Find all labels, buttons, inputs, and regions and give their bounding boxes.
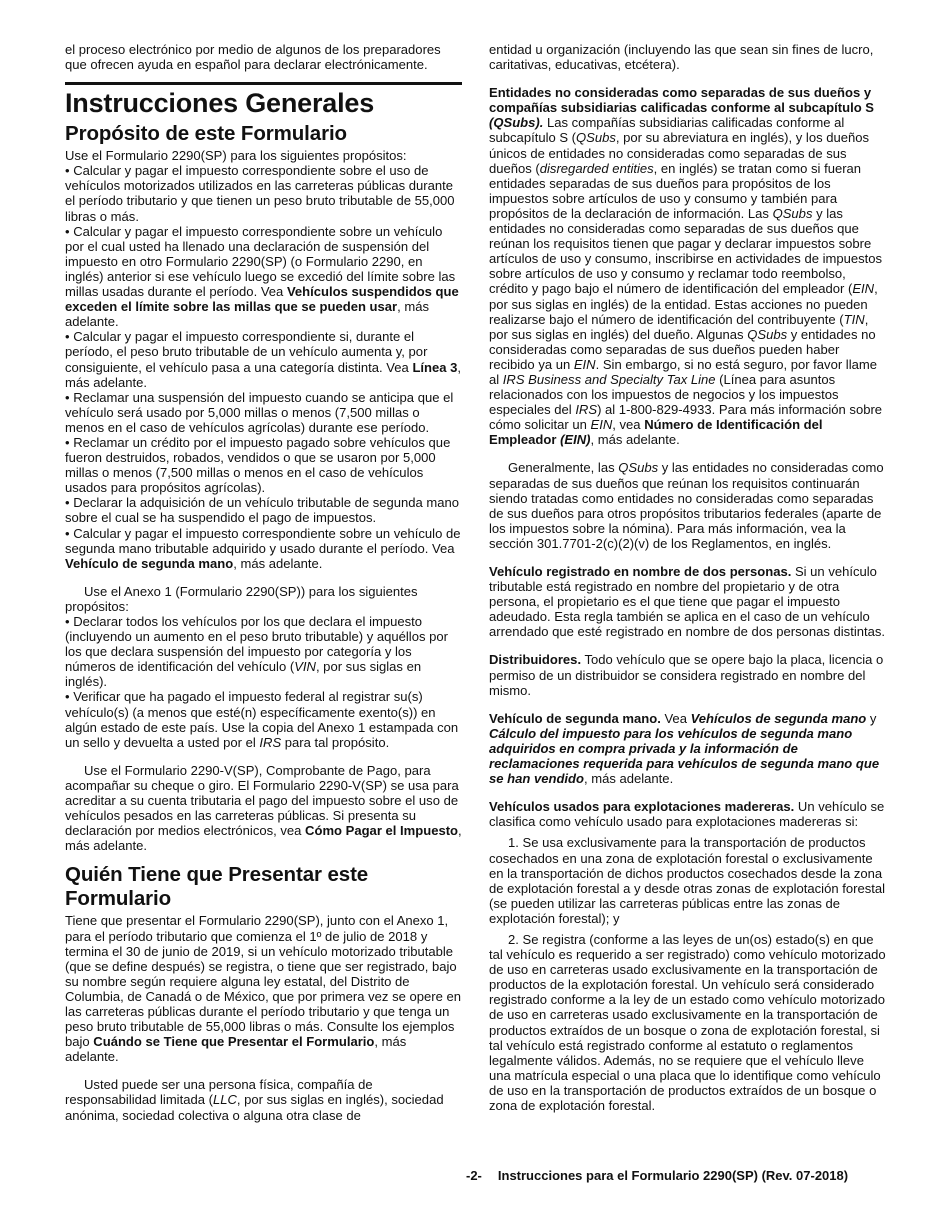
logging-item-1: 1. Se usa exclusivamente para la transportación de productos cosechados en una zona de explotación forestal o exclusivamente en la transportación de dichos productos cosechados desde la zona de explotación forestal a y desde otras zonas de explotación forestal (se pueden utilizar las carreteras públicas entre las zonas de explotación forestal); y (489, 835, 885, 926)
purpose-heading: Propósito de este Formulario (65, 122, 347, 146)
left-column (65, 42, 462, 1123)
section-title: Instrucciones Generales (65, 88, 375, 119)
continuation-paragraph: entidad u organización (incluyendo las que sean sin fines de lucro, caritativas, educativas, etcétera). (489, 42, 874, 73)
distributors-heading: Distribuidores. (489, 652, 582, 668)
annex-bullet-2: • Verificar que ha pagado el impuesto federal al registrar su(s) vehículo(s) (a menos que esté(n) específicamente exento(s)) en algún estado de este país. Use la copia del Anexo 1 estampada con un sello y devuelta a usted por el IRS para tal propósito. (65, 689, 459, 750)
two-persons-paragraph: Vehículo registrado en nombre de dos personas. Si un vehículo tributable está registrado en nombre del propietario y de otra persona, el propietario es el que tiene que pagar el impuesto adeudado. Esta regla también se aplica en el caso de un vehículo arrendado que esté registrado en nombre de dos personas distintas. (489, 564, 886, 640)
logging-item-2: 2. Se registra (conforme a las leyes de un(os) estado(s) en que tal vehículo es requerido a ser registrado) como vehículo motorizado de uso en carreteras usado exclusivamente en la transportación de productos de la explotación forestal. Un vehículo será considerado registrado conforme a la ley de un estado como vehículo motorizado de uso en carreteras usado exclusivamente en la transportación de productos extraídos de un bosque o zona de explotación forestal, si tal vehículo está registrado conforme al estatuto o reglamentos legalmente válidos. Además, no se requiere que el vehículo lleve una matrícula especial o una placa que lo identifique como vehículo de uso en la transportación de productos extraídos de un bosque o zona de explotación forestal. (489, 931, 886, 1113)
disregarded-entities-heading: Entidades no consideradas como separadas de sus dueños y compañías subsidiarias calificadas conforme al subcapítulo S (QSubs). (489, 85, 875, 131)
purpose-bullet-4: • Reclamar una suspensión del impuesto cuando se anticipa que el vehículo será usado por 5,000 millas o menos (7,500 millas o menos en el caso de vehículos agrícolas) durante ese período. (65, 389, 454, 435)
footer-title: Instrucciones para el Formulario 2290(SP) (Rev. 07-2018) (497, 1168, 849, 1183)
heading-rule (65, 82, 462, 85)
purpose-bullet-5: • Reclamar un crédito por el impuesto pagado sobre vehículos que fueron destruidos, robados, vendidos o que se usaron por 5,000 millas o menos (7,500 millas o menos en el caso de vehículos usados para propósitos agrícolas). (65, 434, 451, 496)
purpose-bullet-3: • Calcular y pagar el impuesto correspondiente si, durante el período, el peso bruto tributable de un vehículo aumenta y, por consiguiente, el vehículo pasa a una categoría distinta. Vea Línea 3, más adelante. (65, 329, 462, 390)
purpose-bullet-1: • Calcular y pagar el impuesto correspondiente sobre el uso de vehículos motorizados utilizados en las carreteras públicas durante el período tributario y que tienen un peso bruto tributable de 55,000 libras o más. (65, 163, 455, 224)
used-vehicle-heading: Vehículo de segunda mano. (489, 710, 661, 726)
purpose-bullet-6: • Declarar la adquisición de un vehículo tributable de segunda mano sobre el cual se ha suspendido el pago de impuestos. (65, 495, 460, 526)
purpose-intro: Use el Formulario 2290(SP) para los siguientes propósitos: (65, 148, 407, 164)
right-column (489, 42, 886, 1113)
general-paragraph: Generalmente, las QSubs y las entidades no consideradas como separadas de sus dueños que reúnan los requisitos continuarán siendo tratadas como entidades no consideradas como separadas de sus dueños para otros propósitos tributarios federales (aparte de los impuestos sobre la nómina). Para más información, vea la sección 301.7701-2(c)(2)(v) de los Reglamentos, en inglés. (489, 460, 884, 551)
logging-heading: Vehículos usados para explotaciones madereras. (489, 799, 795, 815)
page-number: -2- (466, 1168, 482, 1183)
two-persons-heading: Vehículo registrado en nombre de dos personas. (489, 564, 792, 579)
voucher-paragraph: Use el Formulario 2290-V(SP), Comprobante de Pago, para acompañar su cheque o giro. El Formulario 2290-V(SP) se usa para acreditar a su cuenta tributaria el pago del impuesto sobre el uso de vehículos pesados en las carreteras públicas. Si presenta su declaración por medios electrónicos, vea Cómo Pagar el Impuesto, más adelante. (65, 762, 462, 854)
intro-paragraph: el proceso electrónico por medio de algunos de los preparadores que ofrecen ayuda en español para declarar electrónicamente. (65, 42, 441, 73)
purpose-bullet-7: • Calcular y pagar el impuesto correspondiente sobre un vehículo de segunda mano tributable adquirido y usado durante el período. Vea Vehículo de segunda mano, más adelante. (65, 525, 461, 571)
annex-intro: Use el Anexo 1 (Formulario 2290(SP)) para los siguientes propósitos: (65, 583, 418, 614)
distributors-paragraph: Distribuidores. Todo vehículo que se opere bajo la placa, licencia o permiso de un distribuidor se considera registrado en nombre del mismo. (489, 652, 884, 698)
who-must-file-paragraph: Tiene que presentar el Formulario 2290(SP), junto con el Anexo 1, para el período tributario que comienza el 1º de julio de 2018 y termina el 30 de junio de 2019, si un vehículo motorizado tributable (que se define después) se registra, o tiene que ser registrado, bajo su nombre según requiere alguna ley estatal, del Distrito de Columbia, de Canadá o de México, que por primera vez se opere en las carreteras públicas durante el período tributario y que tenga un peso bruto tributable de 55,000 libras o más. Consulte los ejemplos bajo Cuándo se Tiene que Presentar el Formulario, más adelante. (65, 913, 461, 1065)
person-paragraph: Usted puede ser una persona física, compañía de responsabilidad limitada (LLC, por sus siglas en inglés), sociedad anónima, sociedad colectiva o alguna otra clase de (65, 1077, 444, 1123)
page-footer (466, 1168, 848, 1183)
purpose-bullet-2: • Calcular y pagar el impuesto correspondiente sobre un vehículo por el cual usted ha llenado una declaración de suspensión del impuesto en otro Formulario 2290(SP) (o Formulario 2290, en inglés) anterior si ese vehículo luego se excedió del límite sobre las millas usadas durante el período. Vea Vehículos suspendidos que exceden el límite sobre las millas que se pueden usar, más adelante. (65, 223, 459, 330)
disregarded-entities-paragraph: Entidades no consideradas como separadas de sus dueños y compañías subsidiarias calificadas conforme al subcapítulo S (QSubs). Las compañías subsidiarias calificadas conforme al subcapítulo S (QSubs, por su abreviatura en inglés), y los dueños únicos de entidades no consideradas como separadas de sus dueños (disregarded entities, en inglés) se tratan como si fueran entidades separadas de sus dueños para propósitos de los impuestos sobre artículos de uso y consumo y también para propósitos de la declaración de información. Las QSubs y las entidades no consideradas como separadas de sus dueños que reúnan los requisitos tienen que pagar y declarar impuestos sobre artículos de uso y consumo, inscribirse en actividades de impuestos sobre artículos de uso y consumo y reclamar todo reembolso, crédito y pago bajo el número de identificación del empleador (EIN, por sus siglas en inglés) de la entidad. Estas acciones no pueden realizarse bajo el número de identificación del contribuyente (TIN, por sus siglas en inglés) del dueño. Algunas QSubs y entidades no consideradas como separadas de sus dueños pueden haber recibido ya un EIN. Sin embargo, si no está seguro, por favor llame al IRS Business and Specialty Tax Line (Línea para asuntos relacionados con los impuestos de negocios y los impuestos especiales del IRS) al 1-800-829-4933. Para más información sobre cómo solicitar un EIN, vea Número de Identificación del Empleador (EIN), más adelante. (489, 85, 883, 448)
annex-bullet-1: • Declarar todos los vehículos por los que declara el impuesto (incluyendo un aumento en el peso bruto tributable) y aquéllos por los que declara suspensión del impuesto por categoría y los números de identificación del vehículo (VIN, por sus siglas en inglés). (65, 614, 448, 690)
logging-paragraph: Vehículos usados para explotaciones madereras. Un vehículo se clasifica como vehículo usado para explotaciones madereras si: (489, 799, 885, 830)
who-must-file-heading: Quién Tiene que Presentar este Formulario (65, 863, 369, 911)
used-vehicle-paragraph: Vehículo de segunda mano. Vea Vehículos de segunda mano y Cálculo del impuesto para los vehículos de segunda mano adquiridos en compra privada y la información de reclamaciones requerida para vehículos de segunda mano que se han vendido, más adelante. (489, 710, 880, 787)
